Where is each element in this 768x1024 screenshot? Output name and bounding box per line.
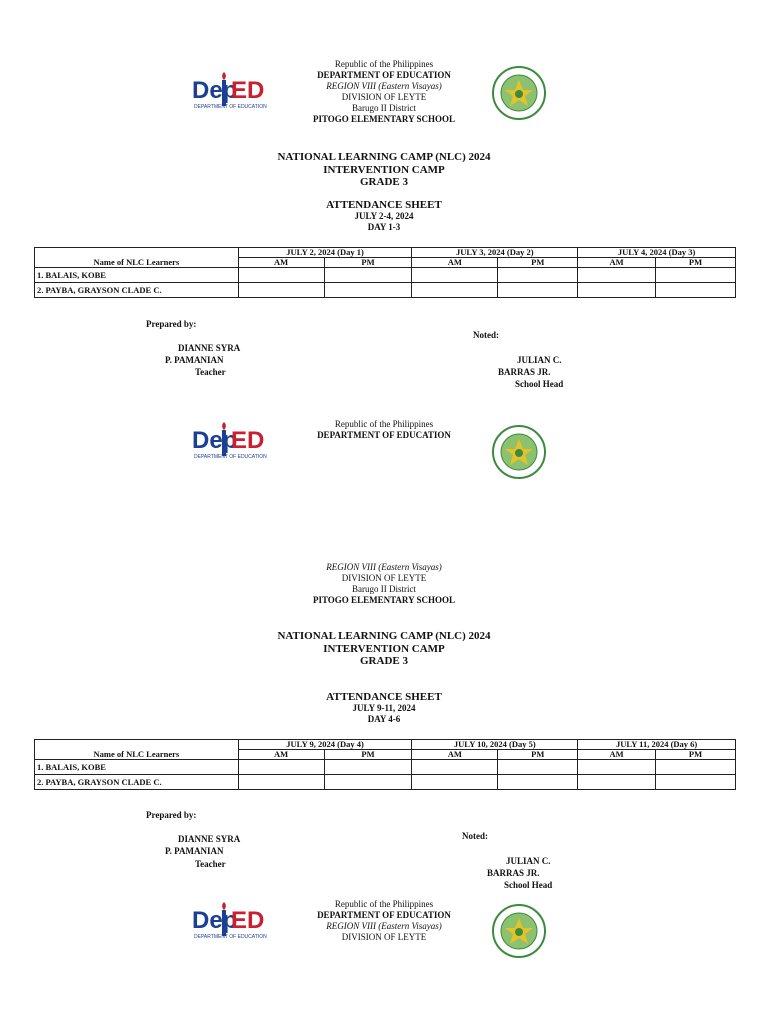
camp-title xyxy=(234,630,534,668)
department-line: DEPARTMENT OF EDUCATION xyxy=(317,70,451,80)
attendance-cell[interactable] xyxy=(412,775,498,790)
learner-name: 2. PAYBA, GRAYSON CLADE C. xyxy=(35,283,239,298)
pm-header: PM xyxy=(656,258,736,268)
table-row xyxy=(35,283,736,298)
teacher-role: Teacher xyxy=(195,859,226,869)
region-line: REGION VIII (Eastern Visayas) xyxy=(326,921,442,931)
attendance-cell[interactable] xyxy=(498,283,578,298)
day-header: JULY 9, 2024 (Day 4) xyxy=(238,740,412,750)
logo-dep: Dep xyxy=(192,427,238,454)
attendance-cell[interactable] xyxy=(412,283,498,298)
camp-title-line2: INTERVENTION CAMP xyxy=(323,163,445,176)
attendance-cell[interactable] xyxy=(498,775,578,790)
teacher-name-line1: DIANNE SYRA xyxy=(178,834,241,844)
attendance-cell[interactable] xyxy=(656,283,736,298)
pm-header: PM xyxy=(324,750,412,760)
division-line: DIVISION OF LEYTE xyxy=(341,573,427,583)
attendance-cell[interactable] xyxy=(498,268,578,283)
day-header: JULY 11, 2024 (Day 6) xyxy=(578,740,736,750)
region-line: REGION VIII (Eastern Visayas) xyxy=(326,81,442,91)
day-header: JULY 10, 2024 (Day 5) xyxy=(412,740,578,750)
camp-title-line3: GRADE 3 xyxy=(360,655,408,667)
pm-header: PM xyxy=(656,750,736,760)
attendance-table-2 xyxy=(34,739,736,790)
attendance-cell[interactable] xyxy=(238,283,324,298)
sheet2-title: ATTENDANCE SHEET xyxy=(326,691,442,703)
head-name-line1: JULIAN C. xyxy=(506,856,551,866)
division-seal xyxy=(492,66,546,120)
logo-ed: ED xyxy=(231,77,265,104)
division-seal xyxy=(492,904,546,958)
attendance-cell[interactable] xyxy=(238,775,324,790)
learner-name: 1. BALAIS, KOBE xyxy=(35,268,239,283)
noted-label: Noted: xyxy=(473,330,499,340)
logo-caption: DEPARTMENT OF EDUCATION xyxy=(194,104,267,110)
sheet1-dates: JULY 2-4, 2024 xyxy=(354,211,414,221)
camp-title-line1: NATIONAL LEARNING CAMP (NLC) 2024 xyxy=(277,630,491,642)
attendance-cell[interactable] xyxy=(578,775,656,790)
am-header: AM xyxy=(238,258,324,268)
attendance-cell[interactable] xyxy=(238,760,324,775)
department-line: DEPARTMENT OF EDUCATION xyxy=(317,430,451,440)
am-header: AM xyxy=(578,258,656,268)
sheet2-heading xyxy=(284,692,484,725)
attendance-cell[interactable] xyxy=(656,775,736,790)
deped-logo xyxy=(190,68,276,118)
day-header: JULY 4, 2024 (Day 3) xyxy=(578,248,736,258)
school-line: PITOGO ELEMENTARY SCHOOL xyxy=(312,595,456,605)
attendance-cell[interactable] xyxy=(324,775,412,790)
division-line: DIVISION OF LEYTE xyxy=(341,92,427,102)
logo-dep: Dep xyxy=(192,907,238,934)
logo-ed: ED xyxy=(231,907,265,934)
name-header: Name of NLC Learners xyxy=(35,740,239,760)
name-header: Name of NLC Learners xyxy=(35,248,239,268)
department-line: DEPARTMENT OF EDUCATION xyxy=(317,910,451,920)
camp-title-line1: NATIONAL LEARNING CAMP (NLC) 2024 xyxy=(277,151,491,163)
am-header: AM xyxy=(412,258,498,268)
head-name-line2: BARRAS JR. xyxy=(498,367,551,377)
sheet1-title: ATTENDANCE SHEET xyxy=(326,199,442,211)
pm-header: PM xyxy=(324,258,412,268)
attendance-cell[interactable] xyxy=(656,268,736,283)
am-header: AM xyxy=(578,750,656,760)
noted-label: Noted: xyxy=(462,831,488,841)
attendance-cell[interactable] xyxy=(324,268,412,283)
logo-caption: DEPARTMENT OF EDUCATION xyxy=(194,934,267,940)
attendance-cell[interactable] xyxy=(238,268,324,283)
attendance-cell[interactable] xyxy=(412,268,498,283)
republic-line: Republic of the Philippines xyxy=(334,899,434,909)
attendance-cell[interactable] xyxy=(656,760,736,775)
division-seal xyxy=(492,425,546,479)
prepared-by-label: Prepared by: xyxy=(146,810,197,820)
logo-ed: ED xyxy=(231,427,265,454)
district-line: Barugo II District xyxy=(352,584,416,594)
republic-line: Republic of the Philippines xyxy=(334,59,434,69)
attendance-cell[interactable] xyxy=(578,760,656,775)
head-role: School Head xyxy=(515,379,564,389)
teacher-name-line1: DIANNE SYRA xyxy=(178,343,241,353)
pm-header: PM xyxy=(498,258,578,268)
deped-logo xyxy=(190,418,276,468)
am-header: AM xyxy=(412,750,498,760)
logo-caption: DEPARTMENT OF EDUCATION xyxy=(194,454,267,460)
attendance-cell[interactable] xyxy=(324,283,412,298)
camp-title-line3: GRADE 3 xyxy=(360,176,408,188)
region-line: REGION VIII (Eastern Visayas) xyxy=(326,562,442,572)
teacher-role: Teacher xyxy=(195,367,226,377)
header-text xyxy=(284,899,484,943)
day-header: JULY 3, 2024 (Day 2) xyxy=(412,248,578,258)
head-name-line1: JULIAN C. xyxy=(517,355,562,365)
table-row xyxy=(35,268,736,283)
attendance-cell[interactable] xyxy=(578,283,656,298)
am-header: AM xyxy=(238,750,324,760)
camp-title xyxy=(234,151,534,189)
day-header: JULY 2, 2024 (Day 1) xyxy=(238,248,412,258)
teacher-name-line2: P. PAMANIAN xyxy=(165,355,224,365)
logo-dep: Dep xyxy=(192,77,238,104)
sheet1-heading xyxy=(284,200,484,233)
school-line: PITOGO ELEMENTARY SCHOOL xyxy=(312,114,456,124)
table-row xyxy=(35,760,736,775)
header-text xyxy=(284,419,484,441)
sheet2-dates: JULY 9-11, 2024 xyxy=(352,703,416,713)
sheet2-days: DAY 4-6 xyxy=(367,714,401,724)
attendance-cell[interactable] xyxy=(412,760,498,775)
header-text xyxy=(284,59,484,125)
learner-name: 2. PAYBA, GRAYSON CLADE C. xyxy=(35,775,239,790)
header-text xyxy=(284,562,484,606)
head-name-line2: BARRAS JR. xyxy=(487,868,540,878)
attendance-cell[interactable] xyxy=(498,760,578,775)
republic-line: Republic of the Philippines xyxy=(334,419,434,429)
teacher-name-line2: P. PAMANIAN xyxy=(165,846,224,856)
sheet1-days: DAY 1-3 xyxy=(367,222,401,232)
attendance-cell[interactable] xyxy=(578,268,656,283)
learner-name: 1. BALAIS, KOBE xyxy=(35,760,239,775)
table-row xyxy=(35,775,736,790)
division-line: DIVISION OF LEYTE xyxy=(341,932,427,942)
district-line: Barugo II District xyxy=(352,103,416,113)
camp-title-line2: INTERVENTION CAMP xyxy=(323,642,445,655)
attendance-cell[interactable] xyxy=(324,760,412,775)
head-role: School Head xyxy=(504,880,553,890)
attendance-table-1 xyxy=(34,247,736,298)
prepared-by-label: Prepared by: xyxy=(146,319,197,329)
deped-logo xyxy=(190,898,276,948)
pm-header: PM xyxy=(498,750,578,760)
